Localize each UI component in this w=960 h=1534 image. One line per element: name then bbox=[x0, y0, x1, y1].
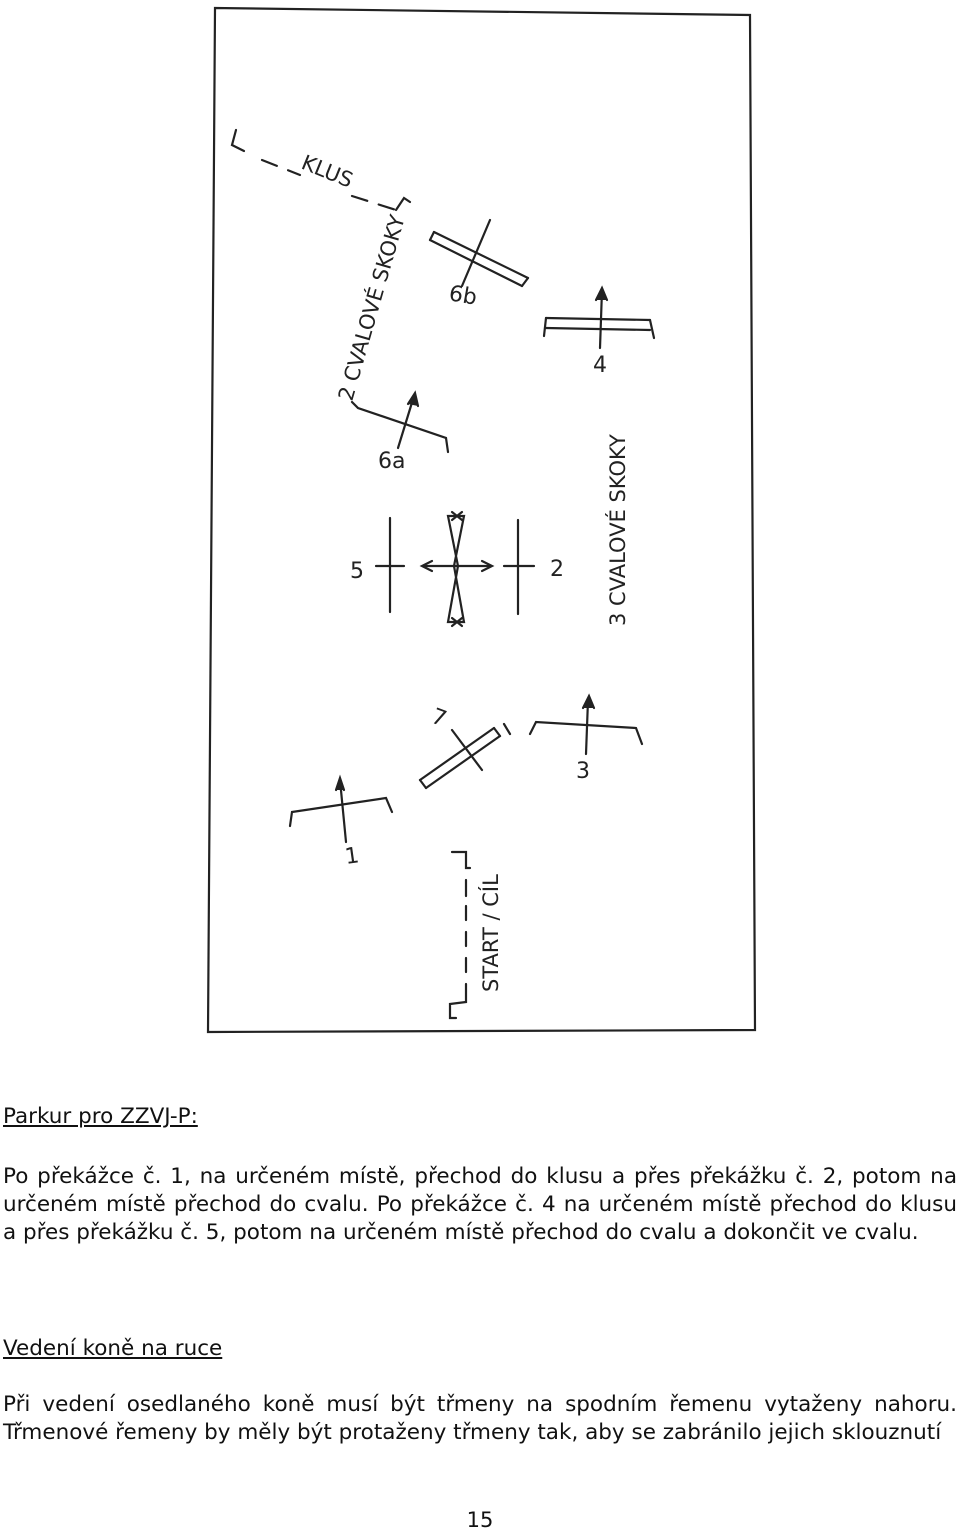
label-2-gallop: 2 CVALOVÉ SKOKY bbox=[333, 212, 410, 404]
course-description: Po překážce č. 1, na určeném místě, přechod do klusu a přes překážku č. 2, potom na určeném místě přechod do cvalu. Po překážce č. 4 na určeném místě přechod do klusu a přes překážku č. 5, potom na určeném místě přechod do cvalu a dokončit ve cvalu. bbox=[3, 1164, 957, 1245]
label-klus: KLUS bbox=[298, 150, 357, 193]
label-jump-3: 3 bbox=[576, 759, 590, 784]
section-heading-leading: Vedení koně na ruce bbox=[3, 1336, 223, 1361]
jump-6b bbox=[430, 220, 528, 286]
label-3-gallop: 3 CVALOVÉ SKOKY bbox=[606, 434, 630, 626]
leading-description: Při vedení osedlaného koně musí být třmeny na spodním řemenu vytaženy nahoru. Třmenové řemeny by měly být protaženy třmeny tak, aby se zabránilo jejich sklouznutí bbox=[3, 1392, 957, 1445]
trot-dashes bbox=[262, 160, 300, 175]
jump-3 bbox=[530, 696, 642, 754]
label-jump-6a: 6a bbox=[378, 449, 406, 474]
trot-end bbox=[396, 198, 410, 210]
label-jump-1: 1 bbox=[343, 843, 361, 870]
label-jump-5: 5 bbox=[350, 559, 364, 584]
jump-4 bbox=[544, 288, 654, 348]
start-finish-line bbox=[450, 852, 470, 1018]
jump-1 bbox=[290, 778, 392, 842]
trot-dashes-2 bbox=[352, 196, 396, 210]
label-jump-6b: 6b bbox=[446, 281, 479, 311]
label-jump-2: 2 bbox=[550, 557, 564, 582]
jump-7 bbox=[420, 724, 510, 788]
page-number: 15 bbox=[466, 1508, 494, 1532]
trot-line bbox=[232, 130, 244, 151]
jump-5 bbox=[376, 518, 404, 612]
label-jump-4: 4 bbox=[593, 353, 607, 378]
jump-centre bbox=[422, 512, 492, 626]
jump-2 bbox=[504, 520, 534, 614]
section-heading-course: Parkur pro ZZVJ-P: bbox=[3, 1104, 198, 1129]
jump-6a bbox=[352, 393, 448, 452]
label-start-finish: START / CÍL bbox=[479, 874, 503, 992]
label-jump-7: 7 bbox=[427, 704, 450, 733]
